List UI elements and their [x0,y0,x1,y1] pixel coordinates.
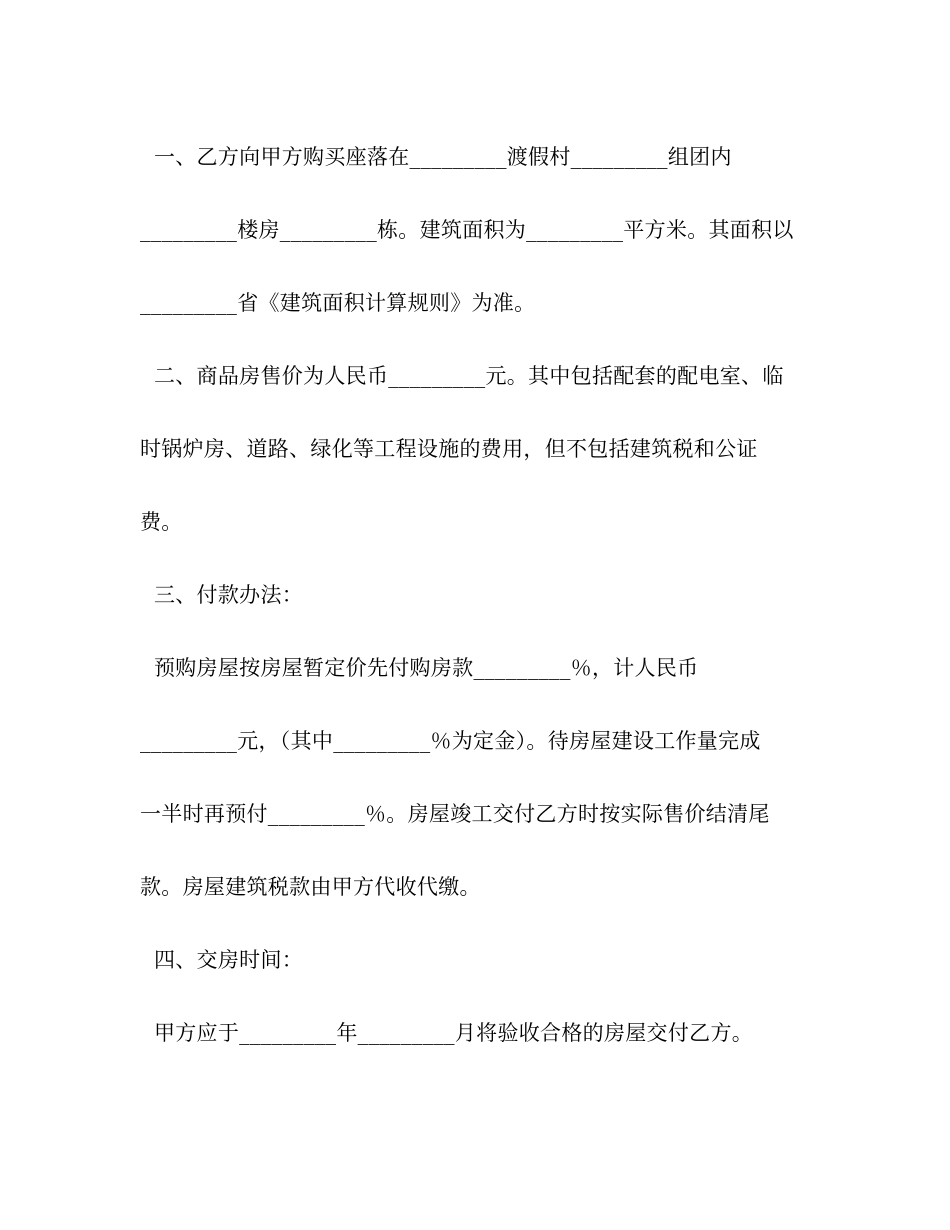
clause-2-line-3: 费。 [140,510,183,534]
clause-2-line-1: 二、商品房售价为人民币_________元。其中包括配套的配电室、临 [140,364,784,388]
clause-1-line-3: _________省《建筑面积计算规则》为准。 [140,291,536,315]
clause-3-line-2: _________元，（其中_________％为定金）。待房屋建设工作量完成 [140,729,761,753]
clause-4-line-1: 甲方应于_________年_________月将验收合格的房屋交付乙方。 [140,1021,754,1045]
clause-4-heading: 四、交房时间： [140,948,304,972]
clause-1-line-1: 一、乙方向甲方购买座落在_________渡假村_________组团内 [140,145,732,169]
clause-3-heading: 三、付款办法： [140,583,304,607]
clause-2-line-2: 时锅炉房、道路、绿化等工程设施的费用，但不包括建筑税和公证 [140,437,758,461]
clause-3-line-1: 预购房屋按房屋暂定价先付购房款_________％，计人民币 [140,656,699,680]
clause-3-line-4: 款。房屋建筑税款由甲方代收代缴。 [140,875,481,899]
clause-1-line-2: _________楼房_________栋。建筑面积为_________平方米。其面积以 [140,218,794,242]
clause-3-line-3: 一半时再预付_________％。房屋竣工交付乙方时按实际售价结清尾 [140,802,770,826]
